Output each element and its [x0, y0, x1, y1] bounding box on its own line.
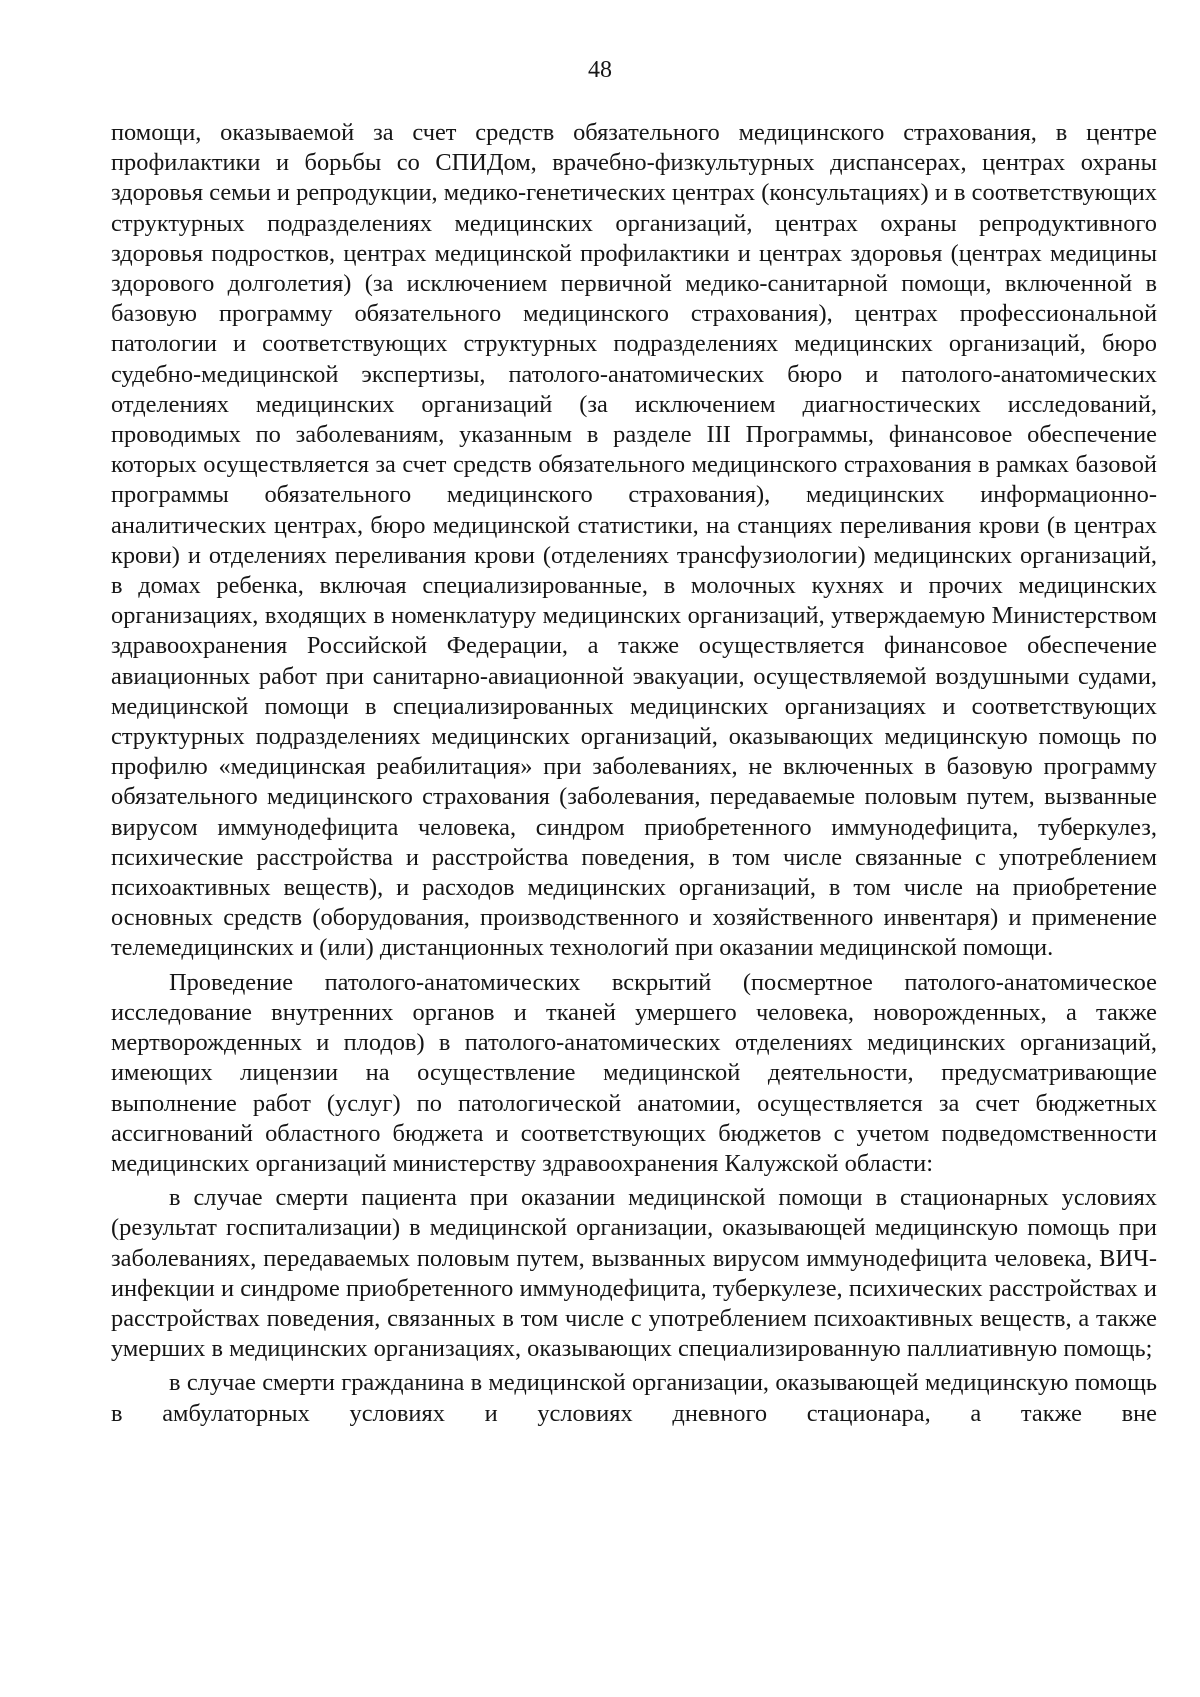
paragraph-medical-institutions-funding: помощи, оказываемой за счет средств обязательного медицинского страхования, в центре профилактики и борьбы со СПИДом, врачебно-физкультурных диспансерах, центрах охраны здоровья семьи и репродукции, медико-генетических центрах (консультациях) и в соответствующих структурных подразделениях медицинских организаций, центрах охраны репродуктивного здоровья подростков, центрах медицинской профилактики и центрах здоровья (центрах медицины здорового долголетия) (за исключением первичной медико-санитарной помощи, включенной в базовую программу обязательного медицинского страхования), центрах профессиональной патологии и соответствующих структурных подразделениях медицинских организаций, бюро судебно-медицинской экспертизы, патолого-анатомических бюро и патолого-анатомических отделениях медицинских организаций (за исключением диагностических исследований, проводимых по заболеваниям, указанным в разделе III Программы, финансовое обеспечение которых осуществляется за счет средств обязательного медицинского страхования в рамках базовой программы обязательного медицинского страхования), медицинских информационно-аналитических центрах, бюро медицинской статистики, на станциях переливания крови (в центрах крови) и отделениях переливания крови (отделениях трансфузиологии) медицинских организаций, в домах ребенка, включая специализированные, в молочных кухнях и прочих медицинских организациях, входящих в номенклатуру медицинских организаций, утверждаемую Министерством здравоохранения Российской Федерации, а также осуществляется финансовое обеспечение авиационных работ при санитарно-авиационной эвакуации, осуществляемой воздушными судами, медицинской помощи в специализированных медицинских организациях и соответствующих структурных подразделениях медицинских организаций, оказывающих медицинскую помощь по профилю «медицинская реабилитация» при заболеваниях, не включенных в базовую программу обязательного медицинского страхования (заболевания, передаваемые половым путем, вызванные вирусом иммунодефицита человека, синдром приобретенного иммунодефицита, туберкулез, психические расстройства и расстройства поведения, в том числе связанные с употреблением психоактивных веществ), и расходов медицинских организаций, в том числе на приобретение основных средств (оборудования, производственного и хозяйственного инвентаря) и применение телемедицинских и (или) дистанционных технологий при оказании медицинской помощи. — [111, 119, 1157, 962]
paragraph-outpatient-death-case: в случае смерти гражданина в медицинской организации, оказывающей медицинскую помощь в амбулаторных условиях и условиях дневного стационара, а также вне — [111, 1369, 1157, 1427]
paragraph-inpatient-death-case: в случае смерти пациента при оказании медицинской помощи в стационарных условиях (результат госпитализации) в медицинской организации, оказывающей медицинскую помощь при заболеваниях, передаваемых половым путем, вызванных вирусом иммунодефицита человека, ВИЧ-инфекции и синдроме приобретенного иммунодефицита, туберкулезе, психических расстройствах и расстройствах поведения, связанных в том числе с употреблением психоактивных веществ, а также умерших в медицинских организациях, оказывающих специализированную паллиативную помощь; — [111, 1184, 1157, 1363]
paragraph-pathology-autopsies: Проведение патолого-анатомических вскрытий (посмертное патолого-анатомическое исследование внутренних органов и тканей умершего человека, новорожденных, а также мертворожденных и плодов) в патолого-анатомических отделениях медицинских организаций, имеющих лицензии на осуществление медицинской деятельности, предусматривающие выполнение работ (услуг) по патологической анатомии, осуществляется за счет бюджетных ассигнований областного бюджета и соответствующих бюджетов с учетом подведомственности медицинских организаций министерству здравоохранения Калужской области: — [111, 968, 1157, 1177]
page-number: 48 — [588, 57, 612, 83]
document-body — [111, 118, 1157, 1429]
